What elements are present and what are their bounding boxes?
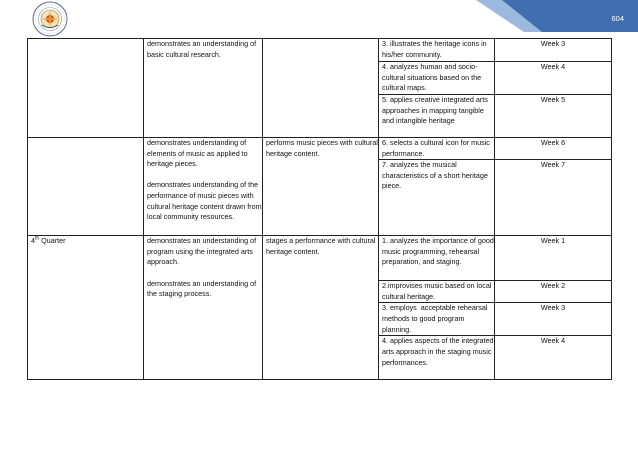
content-standard-text: demonstrates an understanding of the staging process. bbox=[147, 278, 259, 299]
table-row bbox=[28, 236, 612, 281]
week-cell: Week 2 bbox=[495, 281, 612, 303]
curriculum-guide-table bbox=[27, 38, 612, 380]
table-row bbox=[28, 39, 612, 62]
quarter-ordinal: th bbox=[35, 235, 40, 242]
competency-cell: 1. analyzes the importance of good music programming, rehearsal preparation, and staging. bbox=[379, 236, 495, 281]
week-cell: Week 5 bbox=[495, 95, 612, 138]
table-row bbox=[28, 138, 612, 160]
content-standard-cell bbox=[144, 236, 263, 380]
competency-cell: 4. analyzes human and socio-cultural situations based on the cultural maps. bbox=[379, 62, 495, 95]
quarter-label: Quarter bbox=[39, 236, 66, 246]
week-cell: Week 4 bbox=[495, 62, 612, 95]
competency-cell: 6. selects a cultural icon for music performance. bbox=[379, 138, 495, 160]
content-standard-text: demonstrates understanding of the performance of music pieces with cultural heritage content drawn from local community resources. bbox=[147, 180, 264, 222]
content-standard-text: demonstrates understanding of elements of music as applied to heritage pieces. bbox=[147, 138, 250, 169]
performance-standard-cell bbox=[263, 39, 379, 138]
competency-cell: 7. analyzes the musical characteristics of a short heritage piece. bbox=[379, 160, 495, 236]
competency-cell: 5. applies creative integrated arts approaches in mapping tangible and intangible heritage bbox=[379, 95, 495, 138]
week-cell: Week 6 bbox=[495, 138, 612, 160]
week-cell: Week 3 bbox=[495, 39, 612, 62]
quarter-cell bbox=[28, 138, 144, 236]
quarter-cell bbox=[28, 236, 144, 380]
week-cell: Week 3 bbox=[495, 303, 612, 336]
quarter-cell bbox=[28, 39, 144, 138]
performance-standard-cell: performs music pieces with cultural heritage content. bbox=[263, 138, 379, 236]
competency-cell: 3. illustrates the heritage icons in his/her community. bbox=[379, 39, 495, 62]
content-standard-cell: demonstrates an understanding of basic cultural research. bbox=[144, 39, 263, 138]
week-cell: Week 4 bbox=[495, 336, 612, 380]
quarter-number: 4 bbox=[31, 236, 35, 246]
competency-cell: 4. applies aspects of the integrated arts approach in the staging music performances. bbox=[379, 336, 495, 380]
page-number: 604 bbox=[611, 14, 624, 23]
content-standard-cell bbox=[144, 138, 263, 236]
performance-standard-cell: stages a performance with cultural heritage content. bbox=[263, 236, 379, 380]
content-standard-text: demonstrates an understanding of program using the integrated arts approach. bbox=[147, 236, 259, 267]
week-cell: Week 1 bbox=[495, 236, 612, 281]
week-cell: Week 7 bbox=[495, 160, 612, 236]
competency-cell: 2.improvises music based on local cultural heritage. bbox=[379, 281, 495, 303]
deped-seal-logo bbox=[32, 1, 68, 37]
competency-cell: 3. employs acceptable rehearsal methods to good program planning. bbox=[379, 303, 495, 336]
